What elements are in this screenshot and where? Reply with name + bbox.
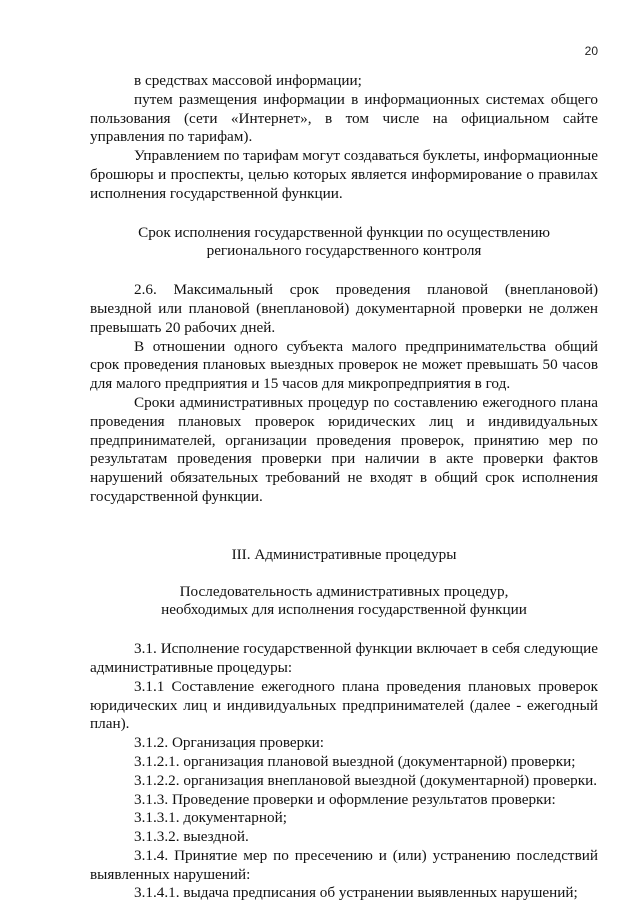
list-item-3-1-1: 3.1.1 Составление ежегодного плана проведения плановых проверок юридических лиц и индивидуальных предпринимателей (далее - ежегодный план). xyxy=(90,677,598,733)
list-item-3-1-3-1: 3.1.3.1. документарной; xyxy=(134,809,287,827)
section-heading-term-line1: Срок исполнения государственной функции по осуществлению xyxy=(138,223,550,241)
section-heading-term-line2: регионального государственного контроля xyxy=(206,242,482,260)
paragraph-mass-media: в средствах массовой информации; xyxy=(134,72,362,89)
paragraph-small-business: В отношении одного субъекта малого предпринимательства общий срок проведения плановых выездных проверок не может превышать 50 часов для малого предприятия и 15 часов для микропредприятия в год. xyxy=(90,337,598,393)
list-item-3-1-2-1: 3.1.2.1. организация плановой выездной (документарной) проверки; xyxy=(134,752,576,770)
section-heading-term xyxy=(90,224,598,262)
paragraph-admin-terms: Сроки административных процедур по составлению ежегодного плана проведения плановых проверок юридических лиц и индивидуальных предпринимателей, организации проведения проверок, принятию мер по результатам проведения проверки при наличии в акте проверки фактов нарушений обязательных требований не входят в общий срок исполнения государственной функции. xyxy=(90,393,598,505)
subheading-sequence-line1: Последовательность административных процедур, xyxy=(179,582,509,600)
page-number: 20 xyxy=(584,44,598,58)
list-item-3-1-2-2: 3.1.2.2. организация внеплановой выездной (документарной) проверки. xyxy=(134,771,598,789)
subheading-sequence xyxy=(90,583,598,621)
list-item-3-1: 3.1. Исполнение государственной функции включает в себя следующие административные процедуры: xyxy=(90,640,598,676)
subheading-sequence-line2: необходимых для исполнения государственной функции xyxy=(161,601,527,619)
list-item-3-1-4-1: 3.1.4.1. выдача предписания об устранении выявленных нарушений; xyxy=(134,884,578,902)
section-title-iii: III. Административные процедуры xyxy=(231,545,457,563)
list-item-3-1-3-2: 3.1.3.2. выездной. xyxy=(134,828,249,846)
paragraph-2-6: 2.6. Максимальный срок проведения плановой (внеплановой) выездной или плановой (внеплановой) документарной проверки не должен превышать 20 рабочих дней. xyxy=(90,281,598,336)
list-item-3-1-2: 3.1.2. Организация проверки: xyxy=(134,734,324,752)
paragraph-info-systems: путем размещения информации в информационных системах общего пользования (сети «Интернет», в том числе на официальном сайте управления по тарифам). xyxy=(90,90,598,146)
list-item-3-1-4: 3.1.4. Принятие мер по пресечению и (или) устранению последствий выявленных нарушений: xyxy=(90,846,598,883)
paragraph-booklets: Управлением по тарифам могут создаваться буклеты, информационные брошюры и проспекты, целью которых является информирование о правилах исполнения государственной функции. xyxy=(90,147,598,202)
list-item-3-1-3: 3.1.3. Проведение проверки и оформление результатов проверки: xyxy=(134,790,556,808)
document-body xyxy=(90,72,598,903)
